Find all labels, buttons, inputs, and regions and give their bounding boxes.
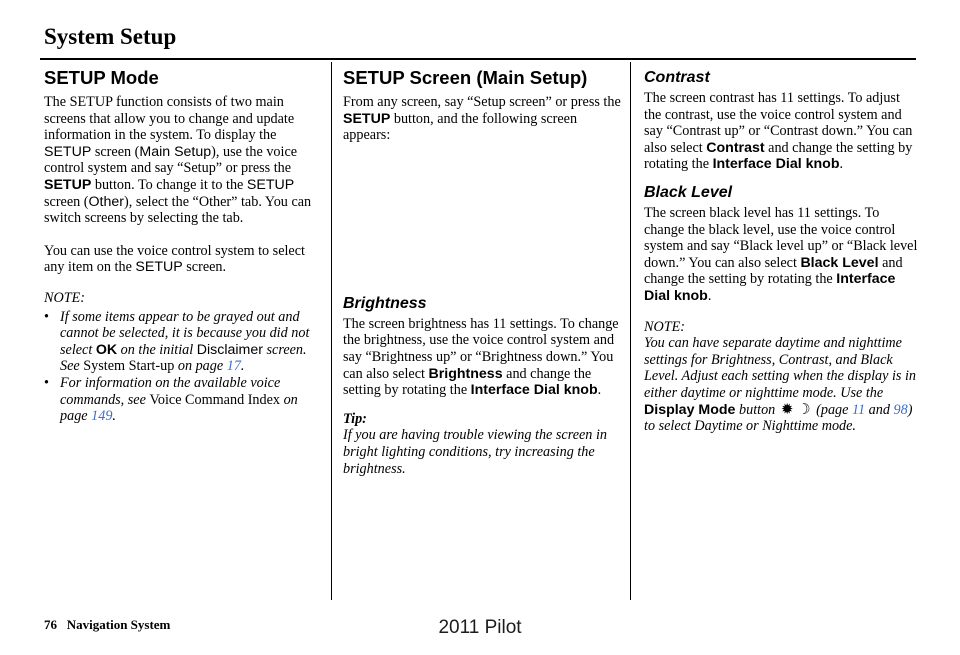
page-link[interactable]: 17 — [226, 358, 241, 375]
subheading-brightness: Brightness — [343, 294, 427, 312]
subheading-black-level: Black Level — [644, 183, 733, 201]
paragraph-brightness: The screen brightness has 11 settings. To change the brightness, use the voice control system and say “Brightness up” or “Brightness down.” You can also select Brightness and change the setting by rotating the Interface Dial knob. — [343, 315, 619, 399]
note-label: NOTE: — [44, 289, 85, 306]
column-setup-screen — [343, 62, 623, 477]
footer-section: Navigation System — [66, 617, 171, 632]
column-divider — [630, 62, 631, 600]
column-divider — [331, 62, 332, 600]
title-rule — [40, 58, 916, 60]
page-link[interactable]: 149 — [91, 408, 113, 425]
page-link[interactable]: 11 — [851, 401, 866, 418]
paragraph-black-level: The screen black level has 11 settings. To change the black level, use the voice control system and say “Black level up” or “Black level down.” You can also select Black Level and change the setting by rotating the Interface Dial knob. — [644, 204, 918, 304]
column-setup-mode — [44, 62, 324, 425]
section-heading-setup-screen: SETUP Screen (Main Setup) — [343, 67, 588, 88]
tip-label: Tip: — [343, 410, 367, 427]
note-label: NOTE: — [644, 318, 685, 335]
page-link[interactable]: 98 — [893, 401, 908, 418]
note-item-grayed-out: • If some items appear to be grayed out and cannot be selected, it is because you did not select OK on the initial Disclaimer screen. See System Start-up on page 17. — [44, 309, 324, 375]
note-list — [44, 309, 324, 425]
sun-moon-icon: ✹ ☽ — [780, 401, 811, 418]
column-contrast-black — [644, 62, 920, 435]
subheading-contrast: Contrast — [644, 69, 710, 86]
tip-text: If you are having trouble viewing the screen in bright lighting conditions, try increasing the brightness. — [343, 427, 607, 477]
paragraph-voice-select: You can use the voice control system to select any item on the SETUP screen. — [44, 242, 305, 276]
page-title: System Setup — [44, 24, 177, 49]
note-item-voice-commands: • For information on the available voice commands, see Voice Command Index on page 149. — [44, 375, 324, 425]
paragraph-setup-intro: The SETUP function consists of two main screens that allow you to change and update information in the system. To display the SETUP screen (Main Setup), use the voice control system and say “Setup” or press the SETUP button. To change it to the SETUP screen (Other), select the “Other” tab. You can switch screens by selecting the tab. — [44, 94, 312, 227]
watermark: 2011 Pilot — [438, 617, 522, 638]
paragraph-contrast: The screen contrast has 11 settings. To adjust the contrast, use the voice control system and say “Contrast up” or “Contrast down.” You can also select Contrast and change the setting by rotating the Interface Dial knob. — [644, 90, 913, 173]
page-number: 76 — [44, 617, 57, 632]
section-heading-setup-mode: SETUP Mode — [44, 67, 159, 88]
screen-image-placeholder — [343, 144, 623, 288]
paragraph-setup-screen: From any screen, say “Setup screen” or press the SETUP button, and the following screen appears: — [343, 94, 621, 144]
note-display-mode: You can have separate daytime and nighttime settings for Brightness, Contrast, and Black Level. Adjust each setting when the display is in either daytime or nighttime mode. Use the Display Mode button ✹ ☽ (page 11 and 98) to select Daytime or Nighttime mode. — [644, 335, 917, 435]
